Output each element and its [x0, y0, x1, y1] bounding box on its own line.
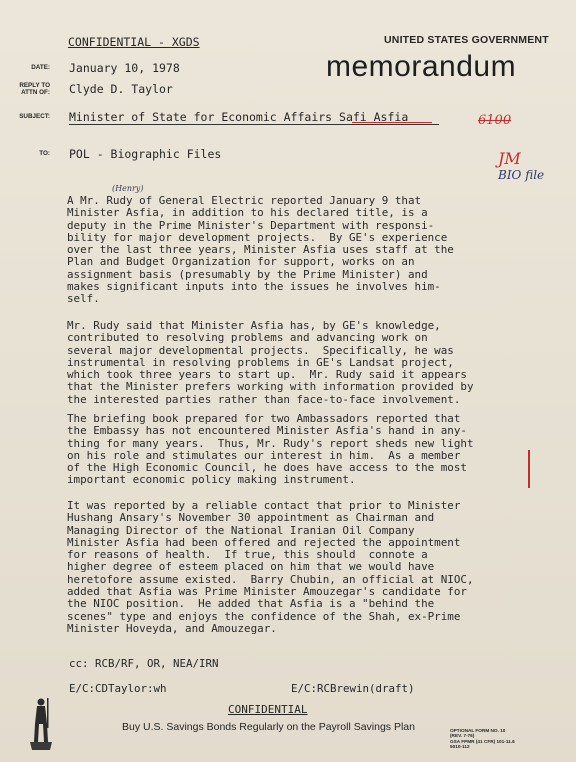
- drafter-line: E/C:CDTaylor:wh: [69, 682, 167, 695]
- text-line: instrumental in resolving problems in GE's Landsat project,: [67, 355, 454, 369]
- date-value: January 10, 1978: [69, 61, 180, 75]
- minuteman-seal-icon: [26, 696, 56, 754]
- text-line: important economic policy making instrument.: [67, 473, 356, 487]
- agency-name: UNITED STATES GOVERNMENT: [384, 34, 549, 46]
- text-line: several major developmental projects. Specifically, he was: [67, 343, 454, 357]
- subject-rule: [69, 124, 439, 125]
- subject-label: SUBJECT:: [19, 113, 50, 120]
- cc-line: cc: RCB/RF, OR, NEA/IRN: [69, 657, 219, 670]
- text-line: of the High Economic Council, he does have access to the most: [67, 461, 467, 475]
- text-line: Minister Hoveyda, and Amouzegar.: [67, 621, 277, 635]
- text-line: self.: [67, 292, 100, 306]
- text-line: Plan and Budget Organization for support, works on an: [67, 255, 415, 269]
- text-line: the NIOC position. He added that Asfia is a "behind the: [67, 597, 435, 611]
- text-line: thing for many years. Thus, Mr. Rudy's report sheds new light: [67, 436, 474, 450]
- text-line: higher degree of esteem placed on him that we would have: [67, 560, 435, 574]
- text-line: over the last three years, Minister Asfia uses staff at the: [67, 243, 454, 257]
- bottom-classification: CONFIDENTIAL: [228, 703, 308, 716]
- text-line: for reasons of health. If true, this should connote a: [67, 548, 428, 562]
- date-label: DATE:: [31, 64, 50, 71]
- text-line: added that Asfia was Prime Minister Amouzegar's candidate for: [67, 585, 467, 599]
- text-line: that the Minister prefers working with information provided by: [67, 380, 474, 394]
- reply-label: REPLY TO ATTN OF:: [19, 82, 50, 96]
- text-line: the Embassy has not encountered Minister Asfia's hand in any-: [67, 424, 467, 438]
- text-line: Managing Director of the National Iranian Oil Company: [67, 523, 415, 537]
- text-line: heretofore assume existed. Barry Chubin, an official at NIOC,: [67, 572, 474, 586]
- reviewer-line: E/C:RCBrewin(draft): [291, 682, 415, 695]
- handwritten-bio-file: BIO file: [498, 168, 545, 182]
- text-line: makes significant inputs into the issues he involves him-: [67, 280, 441, 294]
- reply-to-value: Clyde D. Taylor: [69, 82, 173, 96]
- text-line: assignment basis (presumably by the Prime Minister) and: [67, 267, 428, 281]
- paragraph-3: [67, 413, 537, 487]
- form-title: memorandum: [326, 50, 517, 83]
- paragraph-4: [67, 500, 537, 635]
- text-line: Minister Asfia, in addition to his declared title, is a: [67, 206, 428, 220]
- form-number-block: OPTIONAL FORM NO. 10 (REV. 7-76) GSA FPMR (41 CFR) 101-11.6 5010-112: [450, 728, 515, 750]
- top-classification: CONFIDENTIAL - XGDS: [68, 35, 200, 49]
- text-line: The briefing book prepared for two Ambassadors reported that: [67, 412, 461, 425]
- to-value: POL - Biographic Files: [69, 147, 222, 161]
- handwritten-code: 6100: [478, 113, 512, 128]
- text-line: A Mr. Rudy of General Electric reported January 9 that: [67, 194, 422, 207]
- name-underline-mark: [352, 122, 432, 123]
- text-line: on his role and stimulates our interest in him. As a member: [67, 448, 461, 462]
- text-line: which took three years to start up. Mr. Rudy said it appears: [67, 368, 467, 382]
- text-line: bility for major development projects. By GE's experience: [67, 230, 448, 244]
- text-line: Hushang Ansary's November 30 appointment as Chairman and: [67, 511, 435, 525]
- handwritten-initials: JM: [498, 149, 521, 168]
- paragraph-2: [67, 320, 537, 406]
- text-line: scenes" type and enjoys the confidence of the Shah, ex-Prime: [67, 609, 461, 623]
- paragraph-1: [67, 195, 537, 306]
- to-label: TO:: [39, 150, 50, 157]
- handwritten-henry: (Henry): [112, 184, 144, 193]
- savings-bonds-slogan: Buy U.S. Savings Bonds Regularly on the Payroll Savings Plan: [122, 721, 415, 733]
- text-line: the interested parties rather than face-to-face involvement.: [67, 392, 461, 406]
- text-line: deputy in the Prime Minister's Department with responsi-: [67, 218, 435, 232]
- text-line: Minister Asfia had been offered and rejected the appointment: [67, 535, 461, 549]
- text-line: Mr. Rudy said that Minister Asfia has, by GE's knowledge,: [67, 319, 441, 332]
- text-line: It was reported by a reliable contact that prior to Minister: [67, 499, 461, 512]
- text-line: contributed to resolving problems and advancing work on: [67, 331, 428, 345]
- subject-value: Minister of State for Economic Affairs Safi Asfia: [69, 110, 409, 124]
